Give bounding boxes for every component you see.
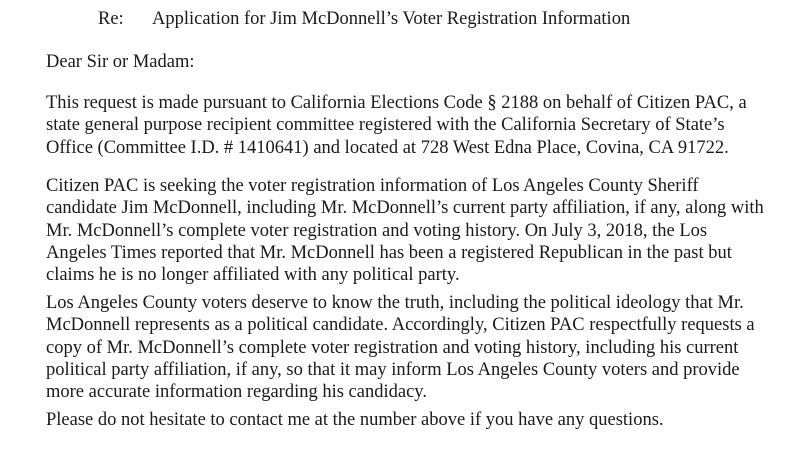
paragraph-line: claims he is no longer affiliated with any political party. xyxy=(46,265,460,286)
paragraph-line: political party affiliation, if any, so that it may inform Los Angeles County voters and provide xyxy=(46,359,740,380)
paragraph-line: Los Angeles County voters deserve to know the truth, including the political ideology that Mr. xyxy=(46,293,744,313)
subject-line xyxy=(98,8,630,30)
paragraph-closing xyxy=(46,409,776,431)
subject-label: Re: xyxy=(98,9,124,29)
paragraph-line: Office (Committee I.D. # 1410641) and located at 728 West Edna Place, Covina, CA 91722. xyxy=(46,137,729,158)
paragraph-line: copy of Mr. McDonnell’s complete voter registration and voting history, including his current xyxy=(46,337,739,358)
paragraph-request-basis xyxy=(46,92,776,159)
paragraph-line: candidate Jim McDonnell, including Mr. McDonnell’s current party affiliation, if any, along with xyxy=(46,198,764,219)
paragraph-line: more accurate information regarding his candidacy. xyxy=(46,382,427,403)
subject-text: Application for Jim McDonnell’s Voter Registration Information xyxy=(152,9,631,29)
paragraph-line: This request is made pursuant to California Elections Code § 2188 on behalf of Citizen PAC, a xyxy=(46,93,747,113)
paragraph-line: state general purpose recipient committee registered with the California Secretary of State’s xyxy=(46,115,725,136)
paragraph-line: Mr. McDonnell’s complete voter registration and voting history. On July 3, 2018, the Los xyxy=(46,220,708,241)
paragraph-line: Angeles Times reported that Mr. McDonnell has been a registered Republican in the past but xyxy=(46,242,732,263)
paragraph-line: McDonnell represents as a political candidate. Accordingly, Citizen PAC respectfully requests a xyxy=(46,315,755,336)
paragraph-line: Please do not hesitate to contact me at the number above if you have any questions. xyxy=(46,410,664,430)
paragraph-line: Citizen PAC is seeking the voter registration information of Los Angeles County Sheriff xyxy=(46,176,699,196)
paragraph-information-sought xyxy=(46,175,776,286)
paragraph-request-justification xyxy=(46,292,776,403)
salutation: Dear Sir or Madam: xyxy=(46,52,195,72)
